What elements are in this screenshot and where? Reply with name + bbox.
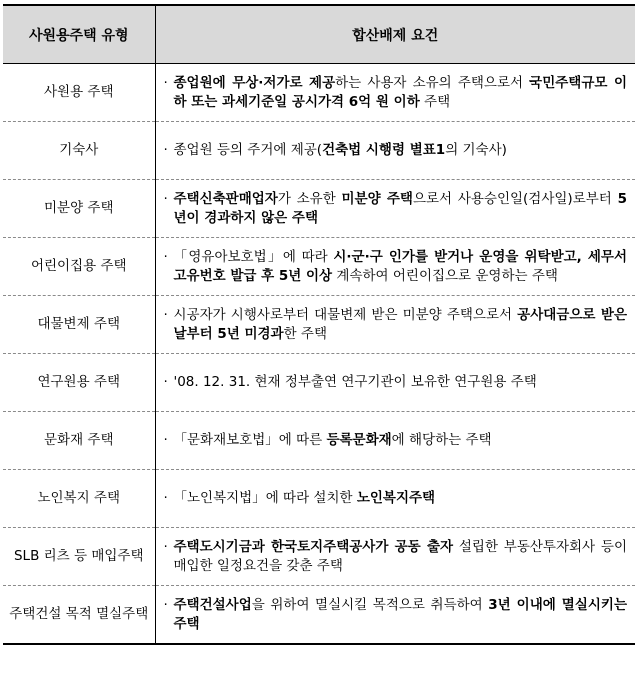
requirement-text (164, 74, 628, 112)
emphasis-text: 등록문화재 (326, 432, 392, 448)
housing-type-cell: 문화재 주택 (3, 412, 155, 470)
header-type: 사원용주택 유형 (3, 5, 155, 64)
plain-text: 의 기숙사) (445, 142, 507, 158)
plain-text: 「문화재보호법」에 따른 (173, 432, 327, 448)
bullet-mark: · (163, 248, 168, 265)
table-row (3, 122, 635, 180)
emphasis-text: 5년이 경과하지 않은 주택 (173, 190, 627, 226)
emphasis-text: 국민주택규모 이하 또는 과세기준일 공시가격 6억 원 이하 (173, 74, 627, 110)
requirement-text (164, 248, 628, 286)
requirement-cell (155, 180, 635, 238)
housing-type-cell: SLB 리츠 등 매입주택 (3, 528, 155, 586)
requirement-text (164, 538, 628, 576)
requirement-text (164, 190, 628, 228)
plain-text: 으로서 사용승인일(검사일)로부터 (412, 190, 618, 207)
requirement-cell (155, 586, 635, 645)
housing-type-cell: 어린이집용 주택 (3, 238, 155, 296)
bullet-mark: · (163, 432, 168, 448)
plain-text: 한 주택 (283, 325, 328, 342)
emphasis-text: 노인복지주택 (356, 490, 436, 506)
housing-type-cell: 대물변제 주택 (3, 296, 155, 354)
plain-text: 을 위하여 멸실시킬 목적으로 취득하여 (251, 596, 489, 613)
housing-type-cell: 기숙사 (3, 122, 155, 180)
table-row (3, 238, 635, 296)
bullet-mark: · (163, 142, 168, 158)
requirement-cell (155, 412, 635, 470)
table-row (3, 354, 635, 412)
table-row (3, 586, 635, 645)
plain-text: 「영유아보호법」에 따라 (173, 248, 334, 265)
housing-type-cell: 연구원용 주택 (3, 354, 155, 412)
plain-text: '08. 12. 31. 현재 정부출연 연구기관이 보유한 연구원용 주택 (173, 374, 537, 390)
requirement-text (164, 306, 628, 344)
emphasis-text: 미분양 주택 (341, 190, 413, 207)
emphasis-text: 공사대금으로 받은 날부터 5년 미경과 (173, 306, 628, 342)
emphasis-text: 종업원에 무상·저가로 제공 (173, 74, 336, 91)
table-row (3, 412, 635, 470)
requirement-cell (155, 528, 635, 586)
exclusion-requirements-table (3, 4, 635, 645)
requirement-text (164, 596, 628, 634)
emphasis-text: 3년 이내에 멸실시키는 주택 (173, 596, 627, 632)
requirement-cell (155, 296, 635, 354)
bullet-mark: · (163, 190, 168, 207)
emphasis-text: 주택신축판매업자 (173, 190, 278, 207)
plain-text: 종업원 등의 주거에 제공( (173, 142, 323, 158)
emphasis-text: 건축법 시행령 별표1 (322, 142, 446, 158)
plain-text: 주택 (419, 93, 451, 110)
housing-type-cell: 미분양 주택 (3, 180, 155, 238)
housing-type-cell: 주택건설 목적 멸실주택 (3, 586, 155, 645)
table-row (3, 180, 635, 238)
housing-type-cell: 사원용 주택 (3, 64, 155, 122)
bullet-mark: · (163, 596, 168, 613)
requirement-cell (155, 64, 635, 122)
plain-text: 에 해당하는 주택 (391, 432, 492, 448)
plain-text: 시공자가 시행사로부터 대물변제 받은 미분양 주택으로서 (173, 306, 518, 323)
bullet-mark: · (163, 306, 168, 323)
bullet-mark: · (163, 74, 168, 91)
bullet-mark: · (163, 490, 168, 506)
plain-text: 계속하여 어린이집으로 운영하는 주택 (332, 267, 558, 284)
requirement-text (164, 141, 628, 160)
requirement-text (164, 431, 628, 450)
header-requirements: 합산배제 요건 (155, 5, 635, 64)
requirement-cell (155, 122, 635, 180)
housing-type-cell: 노인복지 주택 (3, 470, 155, 528)
requirement-cell (155, 354, 635, 412)
plain-text: 설립한 부동산투자회사 등이 매입한 일정요건을 갖춘 주택 (173, 538, 627, 574)
exclusion-table-container (3, 4, 635, 645)
requirement-text (164, 489, 628, 508)
table-row (3, 296, 635, 354)
table-row (3, 470, 635, 528)
plain-text: 「노인복지법」에 따라 설치한 (173, 490, 357, 506)
bullet-mark: · (163, 374, 168, 390)
table-body (3, 64, 635, 645)
emphasis-text: 주택건설사업 (173, 596, 252, 613)
table-row (3, 64, 635, 122)
table-row (3, 528, 635, 586)
plain-text: 하는 사용자 소유의 주택으로서 (335, 74, 530, 91)
emphasis-text: 주택도시기금과 한국토지주택공사가 공동 출자 (173, 538, 454, 555)
requirement-text (164, 373, 628, 392)
emphasis-text: 시·군·구 인가를 받거나 운영을 위탁받고, 세무서 고유번호 발급 후 5년 이상 (173, 248, 627, 284)
table-header-row (3, 5, 635, 64)
requirement-cell (155, 238, 635, 296)
bullet-mark: · (163, 538, 168, 555)
plain-text: 가 소유한 (277, 190, 342, 207)
requirement-cell (155, 470, 635, 528)
